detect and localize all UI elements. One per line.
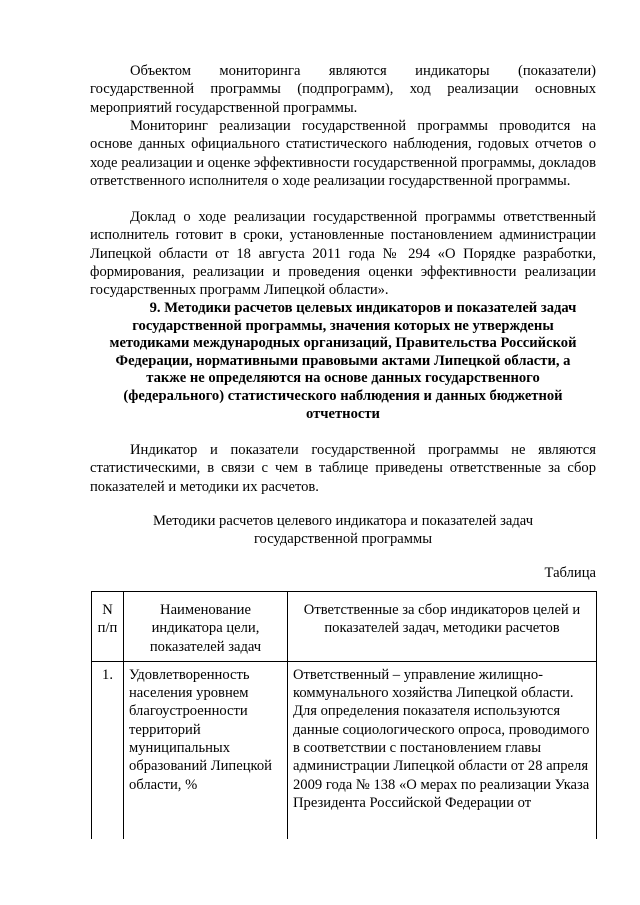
table-header-row [92, 592, 597, 662]
section-heading-line: 9. Методики расчетов целевых индикаторов и показателей задач [149, 300, 577, 316]
methodology-table [91, 591, 597, 839]
section-heading-line: (федерального) статистического наблюдения и данных бюджетной [123, 387, 563, 404]
cell-name: Удовлетворенность населения уровнем благоустроенности территорий муниципальных образований Липецкой области, % [124, 661, 288, 839]
paragraph-monitoring-basis: Мониторинг реализации государственной программы проводится на основе данных официального статистического наблюдения, годовых отчетов о ходе реализации и оценке эффективности государственной программы, докладов ответственного исполнителя о ходе реализации государственной программы. [90, 118, 596, 189]
table-title [90, 512, 596, 549]
header-responsible: Ответственные за сбор индикаторов целей и показателей задач, методики расчетов [288, 592, 597, 662]
section-heading-line: государственной программы, значения которых не утверждены [132, 317, 554, 334]
paragraph-monitoring-object: Объектом мониторинга являются индикаторы (показатели) государственной программы (подпрограмм), ход реализации основных мероприятий государственной программы. [90, 63, 596, 116]
table-title-line: государственной программы [253, 531, 433, 548]
table-label: Таблица [544, 565, 596, 581]
cell-responsible: Ответственный – управление жилищно-коммунального хозяйства Липецкой области. Для определения показателя используются данные социологического опроса, проводимого в соответствии с постановлением главы администрации Липецкой области от 28 апреля 2009 года № 138 «О мерах по реализации Указа Президента Российской Федерации от [288, 661, 597, 839]
paragraph-intro: Индикатор и показатели государственной программы не являются статистическими, в связи с чем в таблице приведены ответственные за сбор показателей и методики их расчетов. [90, 442, 596, 495]
section-heading-line: отчетности [306, 405, 380, 422]
table-title-line: Методики расчетов целевого индикатора и показателей задач [152, 513, 534, 529]
paragraph-report: Доклад о ходе реализации государственной программы ответственный исполнитель готовит в сроки, установленные постановлением администрации Липецкой области от 18 августа 2011 года № 294 «О Порядке разработки, формирования, реализации и проведения оценки эффективности реализации государственных программ Липецкой области». [90, 209, 596, 299]
header-num: N п/п [92, 592, 124, 662]
cell-num: 1. [92, 661, 124, 839]
table-row [92, 661, 597, 839]
header-name: Наименование индикатора цели, показателей задач [124, 592, 288, 662]
section-heading-line: Федерации, нормативными правовыми актами Липецкой области, а [115, 352, 571, 369]
section-heading-line: также не определяются на основе данных государственного [146, 370, 540, 387]
section-heading-line: методиками международных организаций, Правительства Российской [109, 335, 577, 352]
section-heading [90, 300, 596, 423]
